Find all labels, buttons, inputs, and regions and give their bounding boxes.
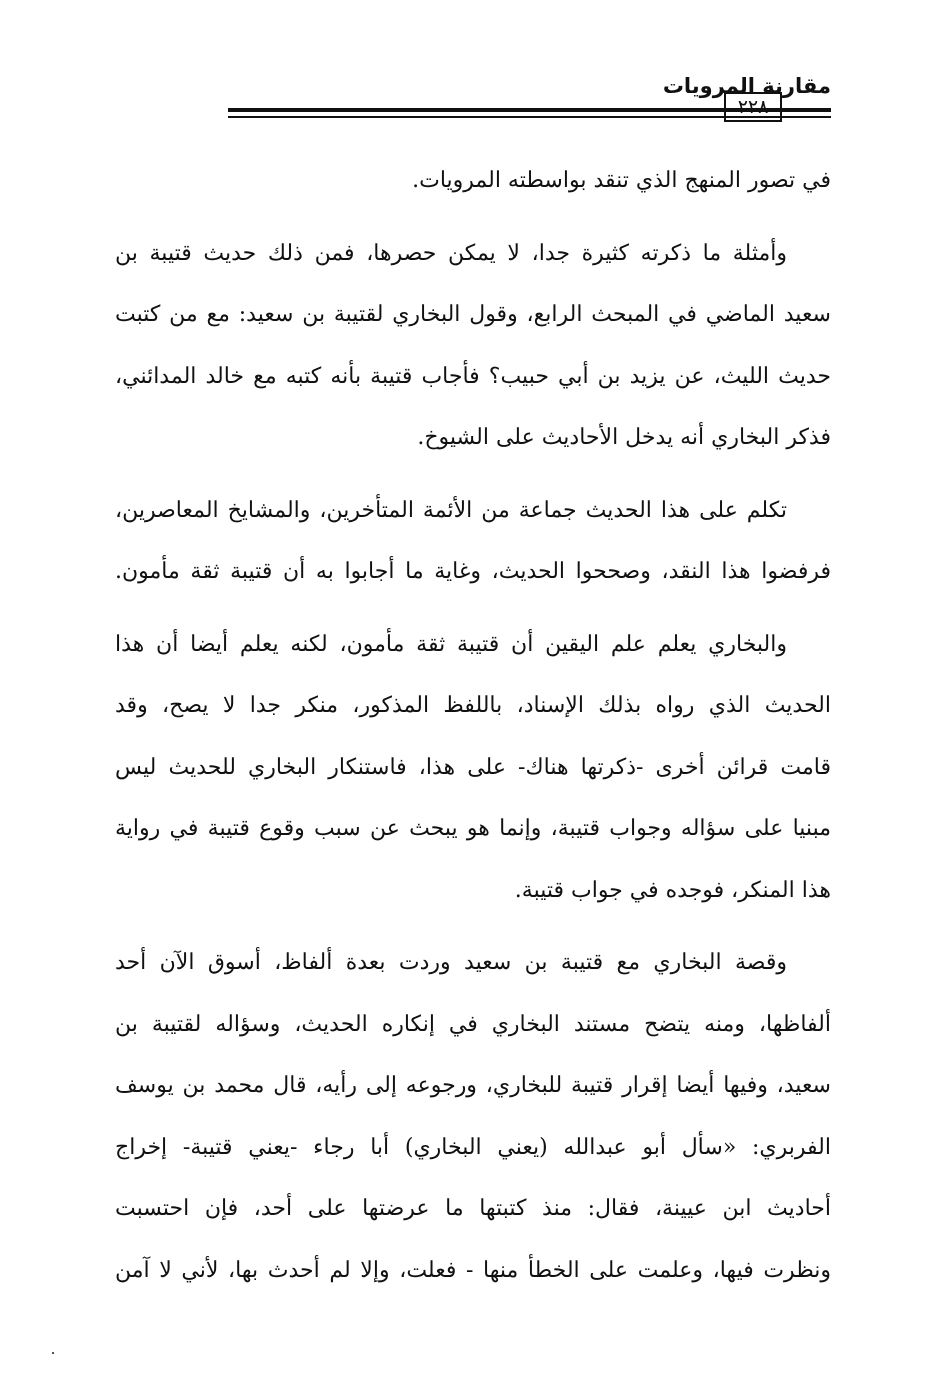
paragraph-3 [115,480,831,603]
page-number: ٢٢٨ [724,92,782,122]
paragraph-4 [115,614,831,922]
page-header [115,72,831,124]
text-line: في تصور المنهج الذي تنقد بواسطته المرويات. [412,168,831,193]
scan-speck [52,1352,54,1354]
text-line: أحاديث ابن عيينة، فقال: منذ كتبتها ما عرضتها على أحد، فإن احتسبت [115,1196,831,1221]
text-line: ونظرت فيها، وعلمت على الخطأ منها - فعلت، وإلا لم أحدث بها، لأني لا آمن [115,1257,831,1283]
body-text [115,150,831,1301]
paragraph-2 [115,223,831,469]
text-line: ألفاظها، ومنه يتضح مستند البخاري في إنكاره الحديث، وسؤاله لقتيبة بن [115,1011,831,1037]
header-rule-short-thin [792,116,831,118]
text-line: تكلم على هذا الحديث جماعة من الأئمة المتأخرين، والمشايخ المعاصرين، [115,497,787,523]
running-title: مقارنة المرويات [662,74,831,98]
text-line: الحديث الذي رواه بذلك الإسناد، باللفظ المذكور، منكر جدا لا يصح، وقد [115,693,831,718]
text-line: وأمثلة ما ذكرته كثيرة جدا، لا يمكن حصرها، فمن ذلك حديث قتيبة بن [115,240,787,266]
text-line: والبخاري يعلم علم اليقين أن قتيبة ثقة مأمون، لكنه يعلم أيضا أن هذا [115,631,787,657]
text-line: هذا المنكر، فوجده في جواب قتيبة. [514,877,831,903]
text-line: سعيد الماضي في المبحث الرابع، وقول البخاري لقتيبة بن سعيد: مع من كتبت [115,302,831,327]
header-rule-short-thick [792,108,831,112]
text-line: سعيد، وفيها أيضا إقرار قتيبة للبخاري، ورجوعه إلى رأيه، قال محمد بن يوسف [115,1073,831,1098]
paragraph-5 [115,932,831,1301]
text-line: حديث الليث، عن يزيد بن أبي حبيب؟ فأجاب قتيبة بأنه كتبه مع خالد المدائني، [115,363,831,389]
text-line: فذكر البخاري أنه يدخل الأحاديث على الشيوخ. [417,425,831,450]
paragraph-1 [115,150,831,212]
text-line: مبنيا على سؤاله وجواب قتيبة، وإنما هو يبحث عن سبب وقوع قتيبة في رواية [115,816,831,841]
text-line: قامت قرائن أخرى -ذكرتها هناك- على هذا، فاستنكار البخاري للحديث ليس [115,754,831,780]
text-line: فرفضوا هذا النقد، وصححوا الحديث، وغاية ما أجابوا به أن قتيبة ثقة مأمون. [115,559,831,584]
text-line: وقصة البخاري مع قتيبة بن سعيد وردت بعدة ألفاظ، أسوق الآن أحد [115,950,787,975]
text-line: الفربري: «سأل أبو عبدالله (يعني البخاري) أبا رجاء -يعني قتيبة- إخراج [115,1134,831,1160]
